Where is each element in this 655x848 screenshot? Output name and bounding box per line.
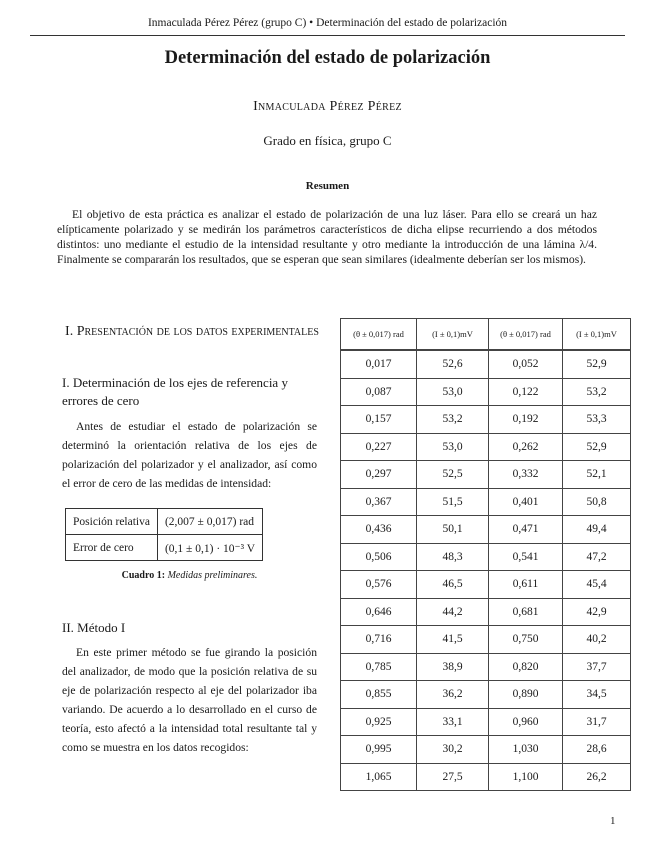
running-header: Inmaculada Pérez Pérez (grupo C) • Determinación del estado de polarización	[147, 17, 508, 29]
table-cell: 51,5	[417, 488, 489, 516]
section-heading: I. Presentación de los datos experimentales	[65, 324, 319, 339]
table-cell: 50,1	[417, 516, 489, 544]
table-cell: 0,611	[489, 571, 563, 599]
table-cell: 0,262	[489, 433, 563, 461]
table-cell: 0,122	[489, 378, 563, 406]
table-cell: 47,2	[563, 543, 631, 571]
table-cell: 0,681	[489, 598, 563, 626]
table-cell: 45,4	[563, 571, 631, 599]
table-cell: 52,9	[563, 433, 631, 461]
table-cell: 0,192	[489, 406, 563, 434]
table-row	[341, 461, 631, 489]
column-header: (θ ± 0,017) rad	[489, 319, 563, 351]
table-cell: 0,541	[489, 543, 563, 571]
table-cell: 37,7	[563, 653, 631, 681]
subsection-heading: I. Determinación de los ejes de referencia y errores de cero	[62, 375, 288, 408]
table-cell: 0,297	[341, 461, 417, 489]
table-cell: 53,3	[563, 406, 631, 434]
table-caption	[62, 570, 317, 581]
table-cell: 0,332	[489, 461, 563, 489]
table-cell: 0,227	[341, 433, 417, 461]
table-cell: 46,5	[417, 571, 489, 599]
table-cell: 0,995	[341, 736, 417, 764]
abstract-heading: Resumen	[305, 180, 350, 192]
table-cell: 31,7	[563, 708, 631, 736]
section-heading: II. Método I	[62, 620, 126, 635]
table-cell: 0,471	[489, 516, 563, 544]
column-header: (I ± 0,1)mV	[417, 319, 489, 351]
table-cell: 0,646	[341, 598, 417, 626]
table-cell: 0,890	[489, 681, 563, 709]
table-cell: 0,401	[489, 488, 563, 516]
preliminary-table	[65, 508, 263, 561]
table-cell: 0,436	[341, 516, 417, 544]
table-row	[341, 406, 631, 434]
table-cell: 0,855	[341, 681, 417, 709]
table-cell: 53,0	[417, 378, 489, 406]
table-row	[341, 516, 631, 544]
author: Inmaculada Pérez Pérez	[253, 99, 402, 114]
table-cell: (0,1 ± 0,1) · 10⁻³ V	[157, 535, 262, 561]
table-cell: 53,0	[417, 433, 489, 461]
header-rule	[30, 35, 625, 36]
table-cell: Posición relativa	[66, 509, 158, 535]
table-cell: 0,960	[489, 708, 563, 736]
paragraph: En este primer método se fue girando la posición del analizador, de modo que la posición relativa de su eje de polarización respecto al eje del polarizador iba variando. De acuerdo a lo desarrollado en el curso de teoría, esto afectó a la intensidad total resultante tal y como se muestra en los datos recogidos:	[62, 646, 317, 754]
table-row	[341, 488, 631, 516]
data-table	[340, 318, 631, 791]
paragraph: Antes de estudiar el estado de polarización se determinó la orientación relativa de los ejes de polarización del polarizador y el analizador, así como el error de cero de las medidas de intensidad:	[62, 420, 317, 490]
table-row	[341, 626, 631, 654]
table-cell: 41,5	[417, 626, 489, 654]
table-cell: 38,9	[417, 653, 489, 681]
table-cell: 52,6	[417, 350, 489, 378]
table-cell: Error de cero	[66, 535, 158, 561]
column-header: (I ± 0,1)mV	[563, 319, 631, 351]
table-cell: 0,785	[341, 653, 417, 681]
table-cell: 0,506	[341, 543, 417, 571]
table-cell: 0,716	[341, 626, 417, 654]
table-cell: 0,017	[341, 350, 417, 378]
table-row	[341, 708, 631, 736]
table-row	[66, 535, 263, 561]
table-cell: 52,9	[563, 350, 631, 378]
table-row	[341, 378, 631, 406]
table-cell: 0,052	[489, 350, 563, 378]
table-cell: 53,2	[563, 378, 631, 406]
table-cell: 52,1	[563, 461, 631, 489]
table-cell: 26,2	[563, 763, 631, 791]
table-cell: 1,065	[341, 763, 417, 791]
paper-title: Determinación del estado de polarización	[164, 48, 491, 68]
table-row	[341, 543, 631, 571]
table-cell: 0,925	[341, 708, 417, 736]
table-cell: 40,2	[563, 626, 631, 654]
table-cell: 42,9	[563, 598, 631, 626]
page-number: 1	[610, 815, 616, 827]
table-cell: 0,157	[341, 406, 417, 434]
caption-label: Cuadro 1:	[121, 570, 166, 581]
table-row	[341, 433, 631, 461]
table-cell: 28,6	[563, 736, 631, 764]
table-row	[341, 653, 631, 681]
table-cell: 0,820	[489, 653, 563, 681]
table-cell: 52,5	[417, 461, 489, 489]
table-cell: 27,5	[417, 763, 489, 791]
table-row	[66, 509, 263, 535]
table-row	[341, 763, 631, 791]
table-row	[341, 598, 631, 626]
table-row	[341, 681, 631, 709]
table-cell: 44,2	[417, 598, 489, 626]
table-cell: 50,8	[563, 488, 631, 516]
table-cell: 48,3	[417, 543, 489, 571]
table-cell: 0,367	[341, 488, 417, 516]
table-cell: 36,2	[417, 681, 489, 709]
table-cell: 0,750	[489, 626, 563, 654]
table-row	[341, 736, 631, 764]
table-cell: 49,4	[563, 516, 631, 544]
table-cell: (2,007 ± 0,017) rad	[157, 509, 262, 535]
table-row	[341, 571, 631, 599]
table-header-row	[341, 319, 631, 351]
affiliation: Grado en física, grupo C	[263, 133, 392, 148]
table-cell: 0,087	[341, 378, 417, 406]
table-cell: 34,5	[563, 681, 631, 709]
table-cell: 53,2	[417, 406, 489, 434]
table-cell: 0,576	[341, 571, 417, 599]
table-cell: 1,030	[489, 736, 563, 764]
column-header: (θ ± 0,017) rad	[341, 319, 417, 351]
table-cell: 1,100	[489, 763, 563, 791]
table-cell: 30,2	[417, 736, 489, 764]
caption-text: Medidas preliminares.	[167, 570, 258, 581]
abstract-text: El objetivo de esta práctica es analizar el estado de polarización de una luz láser. Para ello se creará un haz elípticamente polarizado y se medirán los parámetros característicos de dicha elipse recurriendo a dos métodos distintos: uno mediante el estudio de la intensidad resultante y otro mediante la introducción de una lámina λ/4. Finalmente se compararán los resultados, que se esperan que sean similares (idealmente deberían ser los mismos).	[57, 208, 597, 266]
table-cell: 33,1	[417, 708, 489, 736]
table-row	[341, 350, 631, 378]
